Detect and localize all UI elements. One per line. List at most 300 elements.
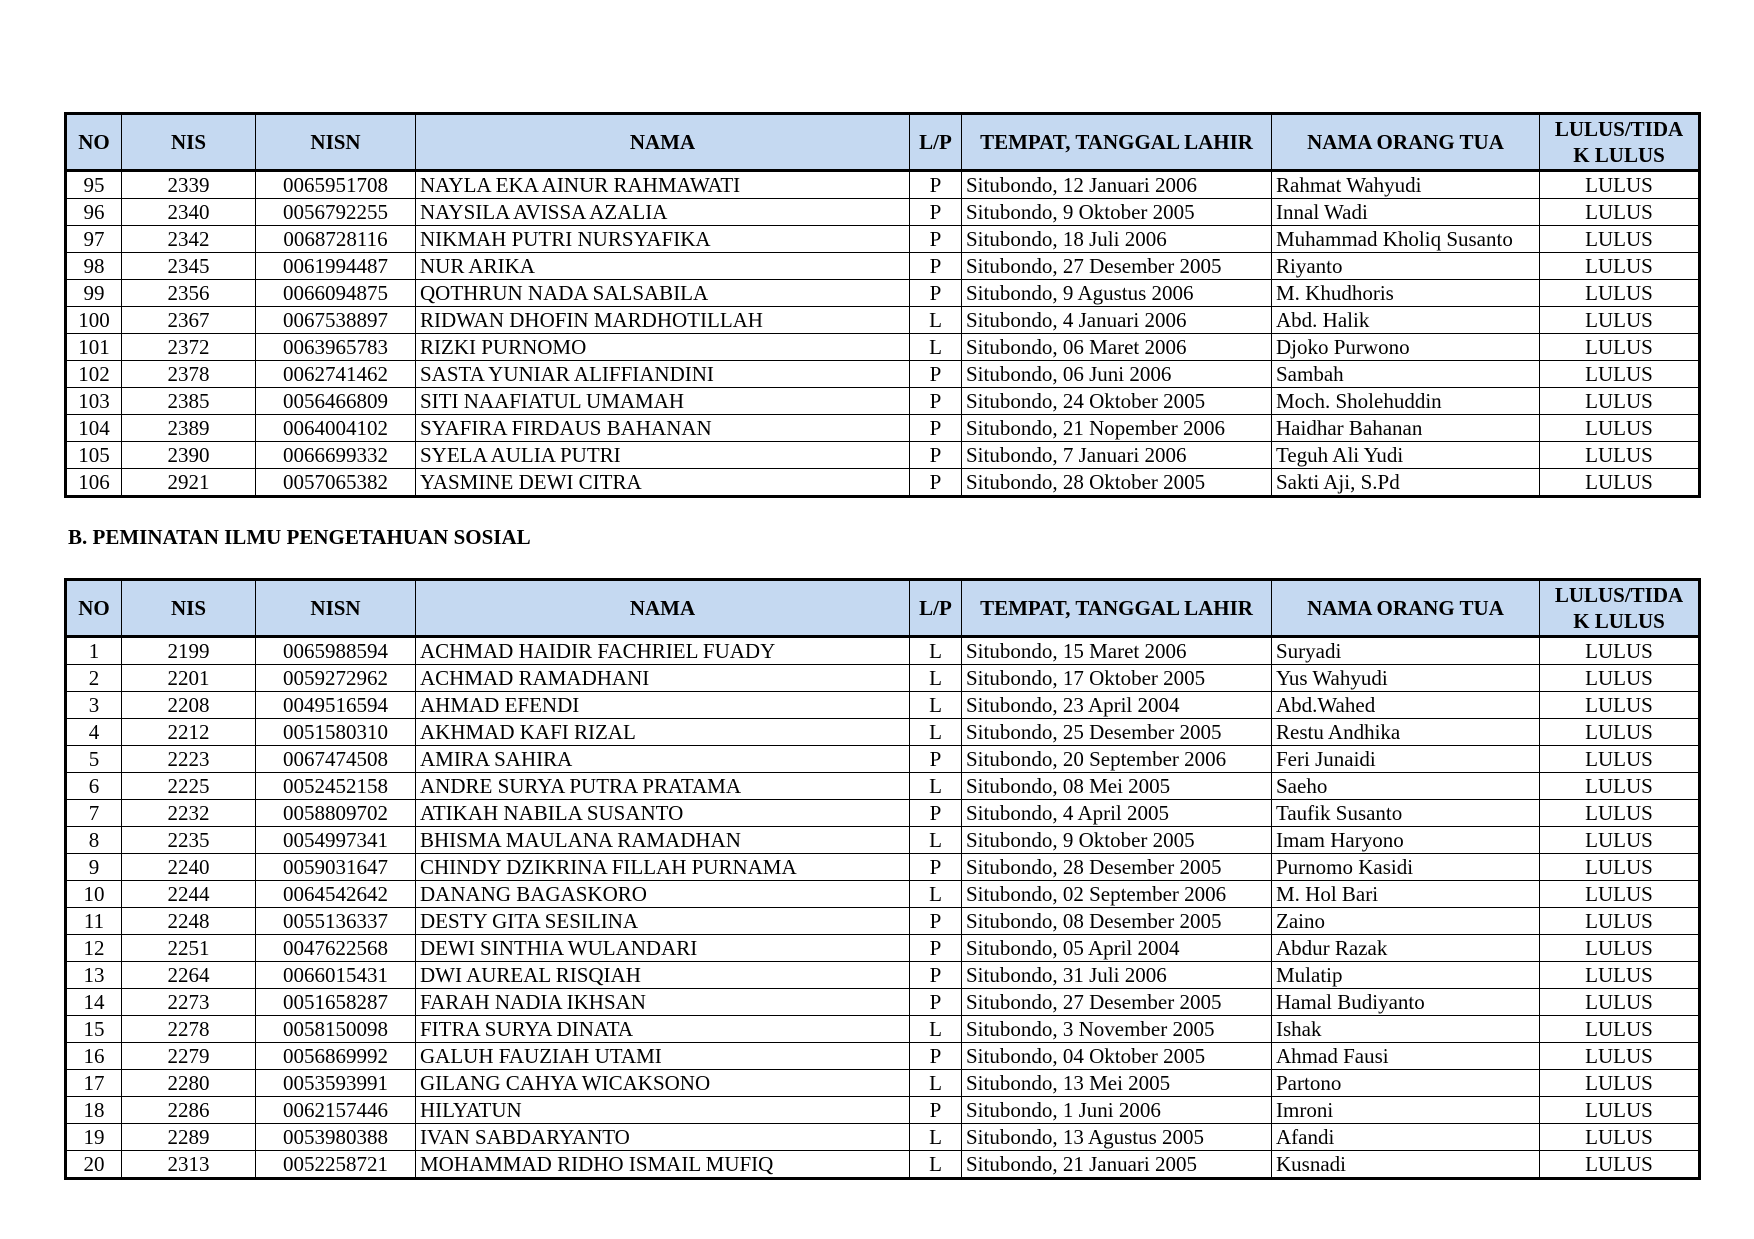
cell-status: LULUS bbox=[1540, 199, 1700, 226]
header-nis: NIS bbox=[122, 580, 256, 637]
cell-no: 99 bbox=[66, 280, 122, 307]
cell-ttl: Situbondo, 06 Juni 2006 bbox=[962, 361, 1272, 388]
table-row bbox=[66, 226, 1700, 253]
cell-ttl: Situbondo, 27 Desember 2005 bbox=[962, 253, 1272, 280]
cell-nisn: 0056792255 bbox=[256, 199, 416, 226]
table-row bbox=[66, 253, 1700, 280]
table-row bbox=[66, 469, 1700, 497]
cell-nisn: 0047622568 bbox=[256, 935, 416, 962]
cell-status: LULUS bbox=[1540, 1043, 1700, 1070]
cell-nisn: 0059272962 bbox=[256, 665, 416, 692]
cell-nama: MOHAMMAD RIDHO ISMAIL MUFIQ bbox=[416, 1151, 910, 1179]
table-row bbox=[66, 280, 1700, 307]
cell-lp: L bbox=[910, 665, 962, 692]
cell-nisn: 0067474508 bbox=[256, 746, 416, 773]
cell-no: 8 bbox=[66, 827, 122, 854]
header-status bbox=[1540, 114, 1700, 171]
cell-ortu: M. Khudhoris bbox=[1272, 280, 1540, 307]
cell-nis: 2273 bbox=[122, 989, 256, 1016]
table-row bbox=[66, 637, 1700, 665]
cell-ttl: Situbondo, 13 Agustus 2005 bbox=[962, 1124, 1272, 1151]
cell-ortu: Abdur Razak bbox=[1272, 935, 1540, 962]
cell-status: LULUS bbox=[1540, 469, 1700, 497]
cell-status: LULUS bbox=[1540, 388, 1700, 415]
cell-nama: HILYATUN bbox=[416, 1097, 910, 1124]
cell-ttl: Situbondo, 24 Oktober 2005 bbox=[962, 388, 1272, 415]
cell-status: LULUS bbox=[1540, 1151, 1700, 1179]
cell-ortu: Restu Andhika bbox=[1272, 719, 1540, 746]
cell-nama: DANANG BAGASKORO bbox=[416, 881, 910, 908]
cell-nis: 2339 bbox=[122, 171, 256, 199]
cell-ortu: Imroni bbox=[1272, 1097, 1540, 1124]
cell-nama: DESTY GITA SESILINA bbox=[416, 908, 910, 935]
cell-nis: 2289 bbox=[122, 1124, 256, 1151]
header-ttl: TEMPAT, TANGGAL LAHIR bbox=[962, 114, 1272, 171]
cell-ttl: Situbondo, 21 Nopember 2006 bbox=[962, 415, 1272, 442]
cell-nis: 2232 bbox=[122, 800, 256, 827]
table-row bbox=[66, 692, 1700, 719]
cell-status: LULUS bbox=[1540, 334, 1700, 361]
cell-nisn: 0053593991 bbox=[256, 1070, 416, 1097]
cell-nisn: 0068728116 bbox=[256, 226, 416, 253]
cell-nama: ACHMAD HAIDIR FACHRIEL FUADY bbox=[416, 637, 910, 665]
cell-lp: L bbox=[910, 637, 962, 665]
cell-ttl: Situbondo, 9 Oktober 2005 bbox=[962, 827, 1272, 854]
cell-lp: L bbox=[910, 1016, 962, 1043]
cell-nama: SYAFIRA FIRDAUS BAHANAN bbox=[416, 415, 910, 442]
cell-nisn: 0064542642 bbox=[256, 881, 416, 908]
cell-lp: L bbox=[910, 773, 962, 800]
cell-ortu: M. Hol Bari bbox=[1272, 881, 1540, 908]
cell-ttl: Situbondo, 7 Januari 2006 bbox=[962, 442, 1272, 469]
cell-nama: SASTA YUNIAR ALIFFIANDINI bbox=[416, 361, 910, 388]
cell-status: LULUS bbox=[1540, 361, 1700, 388]
cell-ortu: Innal Wadi bbox=[1272, 199, 1540, 226]
cell-nisn: 0066699332 bbox=[256, 442, 416, 469]
cell-status: LULUS bbox=[1540, 665, 1700, 692]
cell-ttl: Situbondo, 21 Januari 2005 bbox=[962, 1151, 1272, 1179]
cell-lp: L bbox=[910, 1124, 962, 1151]
cell-status: LULUS bbox=[1540, 637, 1700, 665]
cell-nisn: 0057065382 bbox=[256, 469, 416, 497]
cell-lp: P bbox=[910, 442, 962, 469]
cell-status: LULUS bbox=[1540, 692, 1700, 719]
table-row bbox=[66, 1070, 1700, 1097]
table-header-row bbox=[66, 580, 1700, 637]
cell-ortu: Abd.Wahed bbox=[1272, 692, 1540, 719]
cell-lp: P bbox=[910, 1097, 962, 1124]
cell-no: 14 bbox=[66, 989, 122, 1016]
cell-status: LULUS bbox=[1540, 307, 1700, 334]
cell-ortu: Sakti Aji, S.Pd bbox=[1272, 469, 1540, 497]
cell-nis: 2367 bbox=[122, 307, 256, 334]
table-row bbox=[66, 1097, 1700, 1124]
cell-ttl: Situbondo, 9 Agustus 2006 bbox=[962, 280, 1272, 307]
cell-status: LULUS bbox=[1540, 962, 1700, 989]
cell-no: 19 bbox=[66, 1124, 122, 1151]
header-no: NO bbox=[66, 580, 122, 637]
cell-lp: L bbox=[910, 692, 962, 719]
cell-no: 5 bbox=[66, 746, 122, 773]
cell-ortu: Partono bbox=[1272, 1070, 1540, 1097]
cell-status: LULUS bbox=[1540, 1016, 1700, 1043]
cell-no: 101 bbox=[66, 334, 122, 361]
cell-ttl: Situbondo, 4 April 2005 bbox=[962, 800, 1272, 827]
cell-nis: 2280 bbox=[122, 1070, 256, 1097]
cell-nama: CHINDY DZIKRINA FILLAH PURNAMA bbox=[416, 854, 910, 881]
cell-ttl: Situbondo, 31 Juli 2006 bbox=[962, 962, 1272, 989]
cell-no: 96 bbox=[66, 199, 122, 226]
cell-ttl: Situbondo, 04 Oktober 2005 bbox=[962, 1043, 1272, 1070]
cell-nama: SITI NAAFIATUL UMAMAH bbox=[416, 388, 910, 415]
table-row bbox=[66, 962, 1700, 989]
cell-nama: SYELA AULIA PUTRI bbox=[416, 442, 910, 469]
table-row bbox=[66, 388, 1700, 415]
header-nis: NIS bbox=[122, 114, 256, 171]
cell-nisn: 0058150098 bbox=[256, 1016, 416, 1043]
cell-status: LULUS bbox=[1540, 854, 1700, 881]
cell-no: 10 bbox=[66, 881, 122, 908]
cell-lp: L bbox=[910, 1070, 962, 1097]
cell-status: LULUS bbox=[1540, 800, 1700, 827]
cell-nisn: 0065951708 bbox=[256, 171, 416, 199]
cell-lp: P bbox=[910, 415, 962, 442]
cell-no: 16 bbox=[66, 1043, 122, 1070]
cell-status: LULUS bbox=[1540, 827, 1700, 854]
table-row bbox=[66, 881, 1700, 908]
cell-ortu: Imam Haryono bbox=[1272, 827, 1540, 854]
cell-nis: 2356 bbox=[122, 280, 256, 307]
cell-nis: 2223 bbox=[122, 746, 256, 773]
cell-nama: FITRA SURYA DINATA bbox=[416, 1016, 910, 1043]
cell-status: LULUS bbox=[1540, 935, 1700, 962]
cell-nis: 2313 bbox=[122, 1151, 256, 1179]
cell-nis: 2201 bbox=[122, 665, 256, 692]
cell-ttl: Situbondo, 20 September 2006 bbox=[962, 746, 1272, 773]
cell-nisn: 0063965783 bbox=[256, 334, 416, 361]
cell-no: 106 bbox=[66, 469, 122, 497]
cell-no: 102 bbox=[66, 361, 122, 388]
cell-nis: 2372 bbox=[122, 334, 256, 361]
header-status-line2: K LULUS bbox=[1573, 143, 1665, 167]
cell-nis: 2342 bbox=[122, 226, 256, 253]
header-lp: L/P bbox=[910, 580, 962, 637]
cell-nis: 2208 bbox=[122, 692, 256, 719]
cell-ortu: Feri Junaidi bbox=[1272, 746, 1540, 773]
cell-ortu: Afandi bbox=[1272, 1124, 1540, 1151]
table-row bbox=[66, 307, 1700, 334]
cell-no: 4 bbox=[66, 719, 122, 746]
cell-nama: ANDRE SURYA PUTRA PRATAMA bbox=[416, 773, 910, 800]
graduation-table-b bbox=[64, 578, 1701, 1180]
cell-no: 17 bbox=[66, 1070, 122, 1097]
cell-nisn: 0051658287 bbox=[256, 989, 416, 1016]
cell-lp: P bbox=[910, 962, 962, 989]
cell-lp: L bbox=[910, 1151, 962, 1179]
cell-ttl: Situbondo, 15 Maret 2006 bbox=[962, 637, 1272, 665]
cell-nama: ACHMAD RAMADHANI bbox=[416, 665, 910, 692]
cell-ttl: Situbondo, 17 Oktober 2005 bbox=[962, 665, 1272, 692]
header-ortu: NAMA ORANG TUA bbox=[1272, 114, 1540, 171]
cell-status: LULUS bbox=[1540, 719, 1700, 746]
cell-ortu: Teguh Ali Yudi bbox=[1272, 442, 1540, 469]
cell-ttl: Situbondo, 27 Desember 2005 bbox=[962, 989, 1272, 1016]
cell-lp: L bbox=[910, 334, 962, 361]
cell-nama: DWI AUREAL RISQIAH bbox=[416, 962, 910, 989]
table-row bbox=[66, 908, 1700, 935]
cell-no: 103 bbox=[66, 388, 122, 415]
cell-no: 9 bbox=[66, 854, 122, 881]
cell-nisn: 0061994487 bbox=[256, 253, 416, 280]
cell-no: 6 bbox=[66, 773, 122, 800]
cell-nis: 2248 bbox=[122, 908, 256, 935]
cell-nisn: 0052452158 bbox=[256, 773, 416, 800]
cell-ttl: Situbondo, 12 Januari 2006 bbox=[962, 171, 1272, 199]
table-row bbox=[66, 334, 1700, 361]
cell-nisn: 0049516594 bbox=[256, 692, 416, 719]
cell-nama: BHISMA MAULANA RAMADHAN bbox=[416, 827, 910, 854]
cell-nisn: 0062157446 bbox=[256, 1097, 416, 1124]
header-status bbox=[1540, 580, 1700, 637]
cell-lp: P bbox=[910, 746, 962, 773]
cell-nis: 2340 bbox=[122, 199, 256, 226]
header-status-line1: LULUS/TIDA bbox=[1554, 583, 1684, 607]
header-ttl: TEMPAT, TANGGAL LAHIR bbox=[962, 580, 1272, 637]
cell-lp: P bbox=[910, 171, 962, 199]
cell-lp: P bbox=[910, 199, 962, 226]
cell-status: LULUS bbox=[1540, 1070, 1700, 1097]
cell-status: LULUS bbox=[1540, 989, 1700, 1016]
table-row bbox=[66, 800, 1700, 827]
table-header-row bbox=[66, 114, 1700, 171]
cell-ortu: Riyanto bbox=[1272, 253, 1540, 280]
cell-nis: 2212 bbox=[122, 719, 256, 746]
table-row bbox=[66, 719, 1700, 746]
cell-nama: QOTHRUN NADA SALSABILA bbox=[416, 280, 910, 307]
cell-ttl: Situbondo, 06 Maret 2006 bbox=[962, 334, 1272, 361]
cell-nama: NIKMAH PUTRI NURSYAFIKA bbox=[416, 226, 910, 253]
cell-ortu: Taufik Susanto bbox=[1272, 800, 1540, 827]
cell-nis: 2240 bbox=[122, 854, 256, 881]
cell-lp: P bbox=[910, 361, 962, 388]
cell-ortu: Ishak bbox=[1272, 1016, 1540, 1043]
cell-lp: P bbox=[910, 935, 962, 962]
cell-nis: 2921 bbox=[122, 469, 256, 497]
cell-ortu: Sambah bbox=[1272, 361, 1540, 388]
cell-nis: 2264 bbox=[122, 962, 256, 989]
cell-ttl: Situbondo, 28 Desember 2005 bbox=[962, 854, 1272, 881]
cell-ortu: Mulatip bbox=[1272, 962, 1540, 989]
cell-ttl: Situbondo, 3 November 2005 bbox=[962, 1016, 1272, 1043]
cell-nisn: 0056869992 bbox=[256, 1043, 416, 1070]
cell-no: 20 bbox=[66, 1151, 122, 1179]
cell-nis: 2385 bbox=[122, 388, 256, 415]
cell-status: LULUS bbox=[1540, 746, 1700, 773]
cell-nisn: 0051580310 bbox=[256, 719, 416, 746]
cell-no: 105 bbox=[66, 442, 122, 469]
cell-ortu: Abd. Halik bbox=[1272, 307, 1540, 334]
cell-ortu: Hamal Budiyanto bbox=[1272, 989, 1540, 1016]
cell-status: LULUS bbox=[1540, 908, 1700, 935]
cell-nisn: 0062741462 bbox=[256, 361, 416, 388]
cell-no: 7 bbox=[66, 800, 122, 827]
cell-lp: P bbox=[910, 989, 962, 1016]
cell-no: 18 bbox=[66, 1097, 122, 1124]
header-ortu: NAMA ORANG TUA bbox=[1272, 580, 1540, 637]
cell-nama: NAYLA EKA AINUR RAHMAWATI bbox=[416, 171, 910, 199]
cell-nisn: 0059031647 bbox=[256, 854, 416, 881]
table-row bbox=[66, 746, 1700, 773]
cell-lp: P bbox=[910, 469, 962, 497]
cell-no: 104 bbox=[66, 415, 122, 442]
cell-ttl: Situbondo, 9 Oktober 2005 bbox=[962, 199, 1272, 226]
cell-ttl: Situbondo, 4 Januari 2006 bbox=[962, 307, 1272, 334]
header-status-line2: K LULUS bbox=[1573, 609, 1665, 633]
cell-nis: 2286 bbox=[122, 1097, 256, 1124]
cell-ttl: Situbondo, 1 Juni 2006 bbox=[962, 1097, 1272, 1124]
header-lp: L/P bbox=[910, 114, 962, 171]
cell-nis: 2390 bbox=[122, 442, 256, 469]
cell-no: 1 bbox=[66, 637, 122, 665]
table-row bbox=[66, 989, 1700, 1016]
cell-lp: P bbox=[910, 388, 962, 415]
cell-nis: 2225 bbox=[122, 773, 256, 800]
table-row bbox=[66, 1016, 1700, 1043]
cell-lp: P bbox=[910, 854, 962, 881]
cell-nis: 2244 bbox=[122, 881, 256, 908]
cell-lp: L bbox=[910, 719, 962, 746]
cell-nis: 2199 bbox=[122, 637, 256, 665]
header-nisn: NISN bbox=[256, 580, 416, 637]
cell-nama: AKHMAD KAFI RIZAL bbox=[416, 719, 910, 746]
header-nisn: NISN bbox=[256, 114, 416, 171]
cell-ttl: Situbondo, 13 Mei 2005 bbox=[962, 1070, 1272, 1097]
cell-ortu: Kusnadi bbox=[1272, 1151, 1540, 1179]
cell-no: 3 bbox=[66, 692, 122, 719]
cell-nisn: 0065988594 bbox=[256, 637, 416, 665]
cell-nisn: 0066015431 bbox=[256, 962, 416, 989]
cell-status: LULUS bbox=[1540, 415, 1700, 442]
table-row bbox=[66, 665, 1700, 692]
cell-lp: P bbox=[910, 908, 962, 935]
cell-nama: RIDWAN DHOFIN MARDHOTILLAH bbox=[416, 307, 910, 334]
header-status-line1: LULUS/TIDA bbox=[1554, 117, 1684, 141]
cell-nis: 2235 bbox=[122, 827, 256, 854]
cell-nisn: 0056466809 bbox=[256, 388, 416, 415]
cell-ortu: Yus Wahyudi bbox=[1272, 665, 1540, 692]
cell-status: LULUS bbox=[1540, 280, 1700, 307]
cell-ortu: Saeho bbox=[1272, 773, 1540, 800]
table-row bbox=[66, 935, 1700, 962]
table-row bbox=[66, 171, 1700, 199]
cell-nama: FARAH NADIA IKHSAN bbox=[416, 989, 910, 1016]
cell-lp: P bbox=[910, 1043, 962, 1070]
cell-nis: 2345 bbox=[122, 253, 256, 280]
section-b-title: B. PEMINATAN ILMU PENGETAHUAN SOSIAL bbox=[68, 525, 531, 549]
cell-ttl: Situbondo, 28 Oktober 2005 bbox=[962, 469, 1272, 497]
cell-no: 95 bbox=[66, 171, 122, 199]
cell-lp: P bbox=[910, 226, 962, 253]
cell-ortu: Djoko Purwono bbox=[1272, 334, 1540, 361]
cell-status: LULUS bbox=[1540, 442, 1700, 469]
cell-nama: YASMINE DEWI CITRA bbox=[416, 469, 910, 497]
cell-nis: 2378 bbox=[122, 361, 256, 388]
cell-nama: NAYSILA AVISSA AZALIA bbox=[416, 199, 910, 226]
cell-nama: AHMAD EFENDI bbox=[416, 692, 910, 719]
cell-lp: P bbox=[910, 280, 962, 307]
cell-ortu: Suryadi bbox=[1272, 637, 1540, 665]
table-row bbox=[66, 773, 1700, 800]
cell-ttl: Situbondo, 23 April 2004 bbox=[962, 692, 1272, 719]
cell-nis: 2389 bbox=[122, 415, 256, 442]
cell-status: LULUS bbox=[1540, 226, 1700, 253]
cell-nama: DEWI SINTHIA WULANDARI bbox=[416, 935, 910, 962]
cell-nama: GALUH FAUZIAH UTAMI bbox=[416, 1043, 910, 1070]
cell-nisn: 0058809702 bbox=[256, 800, 416, 827]
cell-no: 2 bbox=[66, 665, 122, 692]
cell-status: LULUS bbox=[1540, 773, 1700, 800]
cell-ortu: Ahmad Fausi bbox=[1272, 1043, 1540, 1070]
cell-nisn: 0054997341 bbox=[256, 827, 416, 854]
cell-nama: AMIRA SAHIRA bbox=[416, 746, 910, 773]
cell-lp: L bbox=[910, 881, 962, 908]
header-nama: NAMA bbox=[416, 114, 910, 171]
cell-lp: L bbox=[910, 307, 962, 334]
cell-ttl: Situbondo, 05 April 2004 bbox=[962, 935, 1272, 962]
cell-status: LULUS bbox=[1540, 253, 1700, 280]
cell-nama: RIZKI PURNOMO bbox=[416, 334, 910, 361]
cell-no: 98 bbox=[66, 253, 122, 280]
cell-no: 100 bbox=[66, 307, 122, 334]
cell-nisn: 0066094875 bbox=[256, 280, 416, 307]
cell-nisn: 0053980388 bbox=[256, 1124, 416, 1151]
table-row bbox=[66, 1043, 1700, 1070]
table-row bbox=[66, 415, 1700, 442]
cell-lp: P bbox=[910, 800, 962, 827]
cell-ortu: Purnomo Kasidi bbox=[1272, 854, 1540, 881]
cell-nis: 2279 bbox=[122, 1043, 256, 1070]
header-no: NO bbox=[66, 114, 122, 171]
cell-no: 97 bbox=[66, 226, 122, 253]
table-row bbox=[66, 1151, 1700, 1179]
cell-nama: GILANG CAHYA WICAKSONO bbox=[416, 1070, 910, 1097]
table-row bbox=[66, 854, 1700, 881]
cell-no: 12 bbox=[66, 935, 122, 962]
cell-ortu: Haidhar Bahanan bbox=[1272, 415, 1540, 442]
table-row bbox=[66, 199, 1700, 226]
table-row bbox=[66, 1124, 1700, 1151]
cell-status: LULUS bbox=[1540, 881, 1700, 908]
cell-nama: NUR ARIKA bbox=[416, 253, 910, 280]
table-row bbox=[66, 442, 1700, 469]
cell-no: 15 bbox=[66, 1016, 122, 1043]
cell-nisn: 0052258721 bbox=[256, 1151, 416, 1179]
cell-lp: L bbox=[910, 827, 962, 854]
cell-ortu: Rahmat Wahyudi bbox=[1272, 171, 1540, 199]
cell-nis: 2278 bbox=[122, 1016, 256, 1043]
cell-ttl: Situbondo, 08 Mei 2005 bbox=[962, 773, 1272, 800]
cell-nama: ATIKAH NABILA SUSANTO bbox=[416, 800, 910, 827]
cell-no: 13 bbox=[66, 962, 122, 989]
cell-nis: 2251 bbox=[122, 935, 256, 962]
cell-nama: IVAN SABDARYANTO bbox=[416, 1124, 910, 1151]
cell-ortu: Moch. Sholehuddin bbox=[1272, 388, 1540, 415]
table-row bbox=[66, 361, 1700, 388]
cell-status: LULUS bbox=[1540, 1097, 1700, 1124]
cell-no: 11 bbox=[66, 908, 122, 935]
cell-ttl: Situbondo, 25 Desember 2005 bbox=[962, 719, 1272, 746]
cell-nisn: 0064004102 bbox=[256, 415, 416, 442]
